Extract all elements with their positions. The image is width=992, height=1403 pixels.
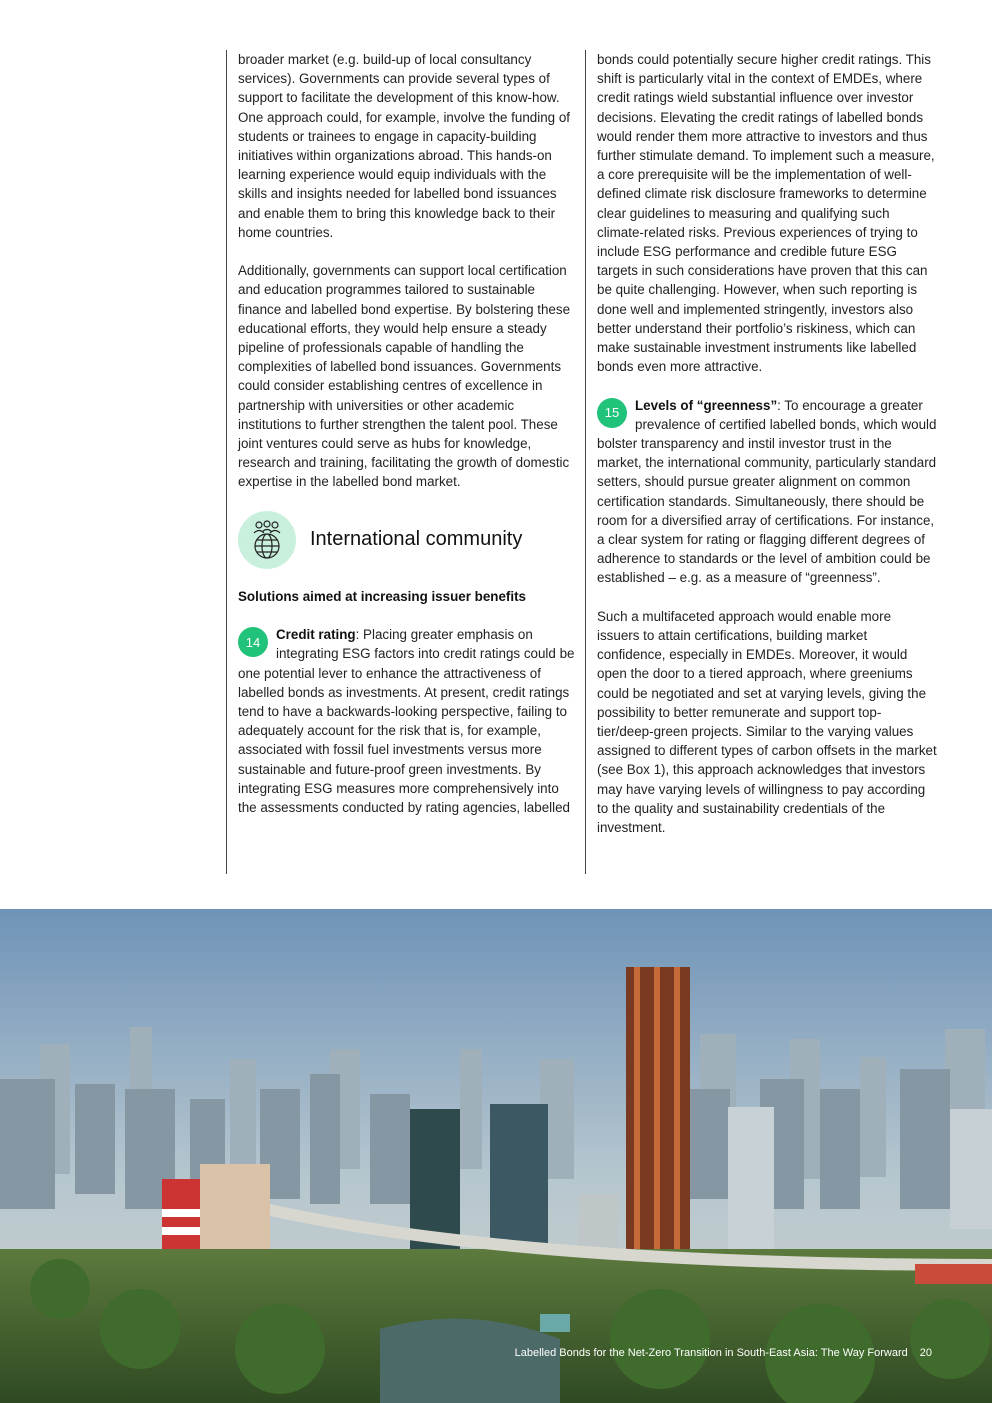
item-lead: Credit rating (276, 627, 356, 643)
item-14 (238, 625, 578, 817)
page-footer (0, 1347, 932, 1359)
item-number-badge: 14 (238, 627, 268, 657)
sub-heading: Solutions aimed at increasing issuer benefits (238, 588, 526, 604)
right-para-3: Such a multifaceted approach would enable more issuers to attain certifications, building market confidence, especially in EMDEs. Moreover, it would open the door to a tiered approach, where greeniums could be negotiated and set at varying levels, giving the possibility to better remunerate and support top-tier/deep-green projects. Similar to the varying values assigned to different types of carbon offsets in the market (see Box 1), this approach acknowledges that investors may have varying levels of willingness to pay according to the quality and sustainability credentials of the investment. (597, 608, 937, 836)
section-title: International community (310, 528, 523, 551)
item-15 (597, 396, 937, 588)
item-number-badge: 15 (597, 398, 627, 428)
right-para-1: bonds could potentially secure higher credit ratings. This shift is particularly vital in the context of EMDEs, where credit ratings wield substantial influence over investor decisions. Elevating the credit ratings of labelled bonds would render them more attractive to investors and thus further stimulate demand. To implement such a measure, a core prerequisite will be the implementation of well-defined climate risk disclosure frameworks to determine clear guidelines to measuring and qualifying such climate-related risks. Previous experiences of trying to include ESG performance and credible future ESG targets in such considerations have proven that this can be quite challenging. However, when such reporting is done well and implemented stringently, investors also better understand their portfolio’s riskiness, which can make sustainable investment instruments like labelled bonds even more attractive. (597, 52, 935, 375)
page-number: 20 (919, 1347, 932, 1359)
section-heading (238, 511, 578, 569)
item-text: : To encourage a greater prevalence of certified labelled bonds, which would bolster transparency and instil investor trust in the market, the international community, particularly standard setters, should pursue greater alignment on common certification standards. Simultaneously, there should be room for a diversified array of certifications. For instance, a clear system for rating or flagging different degrees of adherence to standards or the level of ambition could be established – e.g. as a measure of “greenness”. (597, 397, 937, 586)
left-column (226, 50, 578, 874)
right-column (585, 50, 937, 874)
footer-title: Labelled Bonds for the Net-Zero Transition in South-East Asia: The Way Forward (514, 1347, 908, 1359)
item-lead: Levels of “greenness” (635, 397, 778, 413)
globe-people-icon (238, 511, 296, 569)
city-skyline-photo (0, 909, 992, 1403)
item-text: : Placing greater emphasis on integrating ESG factors into credit ratings could be one potential lever to enhance the attractiveness of labelled bonds as investments. At present, credit ratings tend to have a backwards-looking perspective, failing to adequately account for the risk that is, for example, associated with fossil fuel investments versus more sustainable and future-proof green investments. By integrating ESG measures more comprehensively into the assessments conducted by rating agencies, labelled (238, 627, 575, 816)
left-para-1: broader market (e.g. build-up of local consultancy services). Governments can provide several types of support to facilitate the development of this know-how. One approach could, for example, involve the funding of students or trainees to engage in capacity-building initiatives within organizations abroad. This hands-on learning experience would equip individuals with the skills and insights needed for labelled bond issuances and enable them to bring this knowledge back to their home countries. (238, 52, 571, 240)
left-para-2: Additionally, governments can support local certification and education programmes tailored to sustainable finance and labelled bond expertise. By bolstering these educational efforts, they would help ensure a steady pipeline of professionals capable of handling the complexities of labelled bond issuances. Governments could consider establishing centres of excellence in partnership with universities or other academic institutions to further strengthen the talent pool. These joint ventures could serve as hubs for knowledge, research and training, facilitating the growth of domestic expertise in the labelled bond market. (238, 263, 571, 490)
